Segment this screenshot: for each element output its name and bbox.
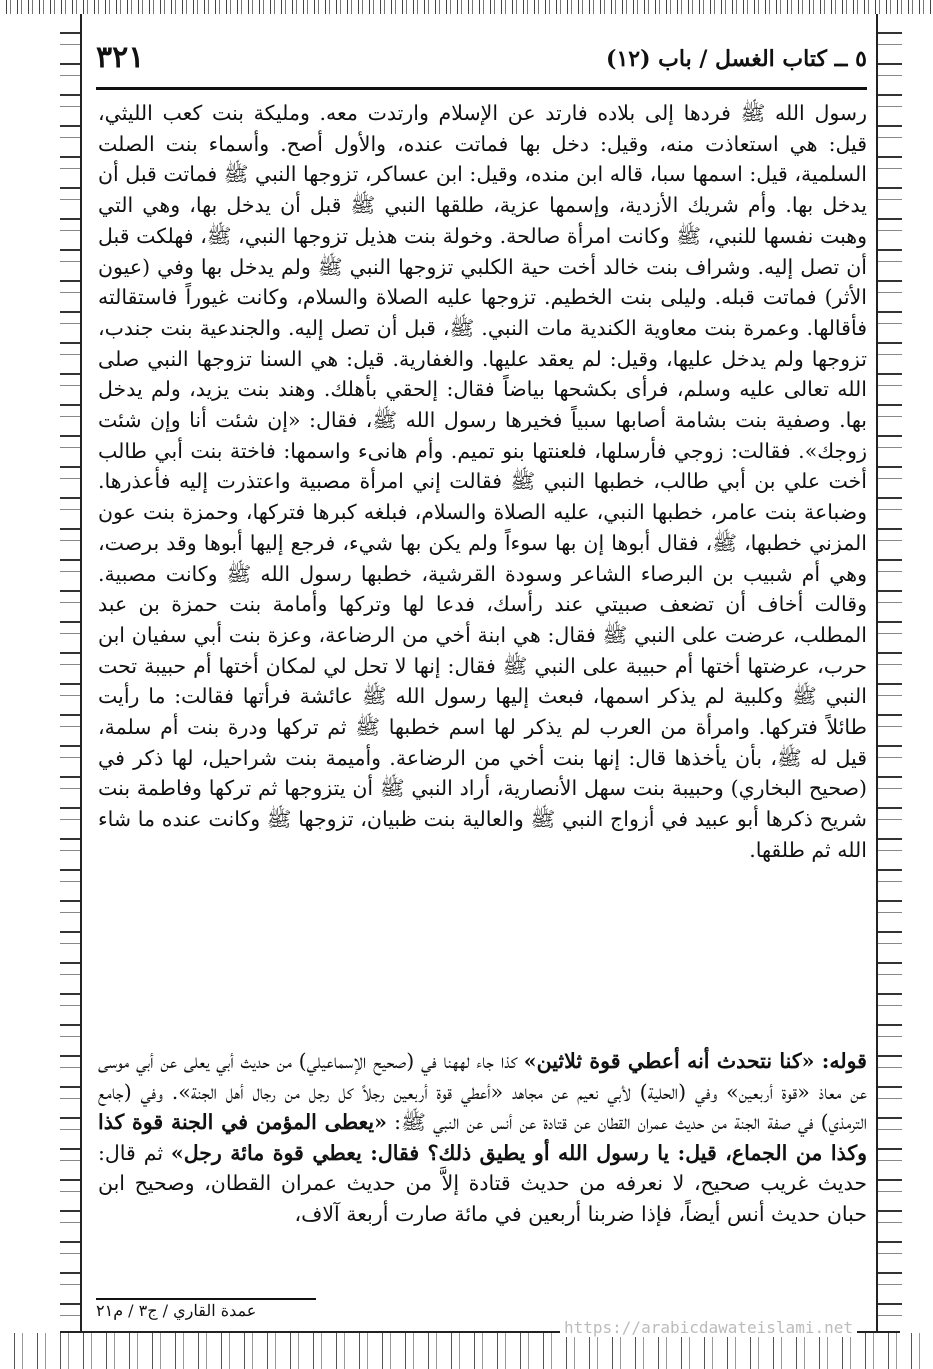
- commentary-section: [98, 1046, 867, 1291]
- page-number: ٣٢١: [96, 40, 145, 75]
- watermark-url: https://arabicdawateislami.net: [560, 1318, 857, 1337]
- page-border-right: [876, 14, 902, 1334]
- footer-rule: [96, 1298, 316, 1300]
- hadith-quote: «يعطى المؤمن في الجنة قوة كذا وكذا من الجماع، قيل: يا رسول الله أو يطيق ذلك؟ فقال: يعطي قوة مائة رجل»: [98, 1110, 868, 1165]
- footer-note: عمدة القاري / ج٣ / م٢١: [96, 1301, 257, 1320]
- commentary-paragraph: [98, 1046, 867, 1230]
- commentary-text-1: كذا جاء لههنا في (صحيح الإسماعيلي) من حديث أبي يعلى عن أبي موسى عن معاذ «قوة أربعين» وفي (الحلية) لأبي نعيم عن مجاهد «أعطي قوة أربعين رجلاً كل رجل من رجال أهل الجنة». وفي (جامع الترمذي) في صفة الجنة من حديث عمران القطان عن قتادة عن أنس عن النبي ﷺ:: [98, 1049, 867, 1135]
- main-paragraph: رسول الله ﷺ فردها إلى بلاده فارتد عن الإسلام وارتدت معه. ومليكة بنت كعب الليثي، قيل: هي استعاذت منه، وقيل: دخل بها فماتت عنده، والأول أصح. وأسماء بنت الصلت السلمية، قيل: اسمها سبا، قاله ابن منده، وقيل: ابن عساكر، تزوجها النبي ﷺ فماتت قبل أن يدخل بها. وأم شريك الأزدية، وإسمها عزية، طلقها النبي ﷺ قبل أن يدخل بها، وهي التي وهبت نفسها للنبي، ﷺ وكانت امرأة صالحة. وخولة بنت هذيل تزوجها النبي، ﷺ، فهلكت قبل أن تصل إليه. وشراف بنت خالد أخت حية الكلبي تزوجها النبي ﷺ ولم يدخل بها وفي (عيون الأثر) فماتت قبله. وليلى بنت الخطيم. تزوجها عليه الصلاة والسلام، وكانت غيوراً فاستقالته فأقالها. وعمرة بنت معاوية الكندية مات النبي. ﷺ، قبل أن تصل إليه. والجندعية بنت جندب، تزوجها ولم يدخل عليها، وقيل: لم يعقد عليها. والغفارية. قيل: هي السنا تزوجها النبي صلى الله تعالى عليه وسلم، فرأى بكشحها بياضاً فقال: إلحقي بأهلك. وهند بنت يزيد، ولم يدخل بها. وصفية بنت بشامة أصابها سبياً فخيرها رسول الله ﷺ، فقال: «إن شئت أنا وإن شئت زوجك». فقالت: زوجي فأرسلها، فلعنتها بنو تميم. وأم هانىء واسمها: فاختة بنت أبي طالب أخت علي بن أبي طالب، خطبها النبي ﷺ فقالت إني امرأة مصبية واعتذرت إليه فأعذرها. وضباعة بنت عامر، خطبها النبي، عليه الصلاة والسلام، فبلغه كبرها فتركها، وحمزة بنت عون المزني خطبها، ﷺ، فقال أبوها إن بها سوءاً ولم يكن بها شيء، فرجع إليها أبوها وقد برصت، وهي أم شبيب بن البرصاء الشاعر وسودة القرشية، خطبها رسول الله ﷺ وكانت مصبية. وقالت أخاف أن تضعف صبيتي عند رأسك، فدعا لها وتركها وأمامة بنت حمزة بن عبد المطلب، عرضت على النبي ﷺ فقال: هي ابنة أخي من الرضاعة، وعزة بنت أبي سفيان ابن حرب، عرضتها أختها أم حبيبة على النبي ﷺ فقال: إنها لا تحل لي لمكان أختها أم حبيبة تحت النبي ﷺ وكلبية لم يذكر اسمها، فبعث إليها رسول الله ﷺ عائشة فرأتها فقالت: ما رأيت طائلاً فتركها. وامرأة من العرب لم يذكر لها اسم خطبها ﷺ ثم تركها ودرة بنت أم سلمة، قيل له ﷺ، بأن يأخذها قال: إنها بنت أخي من الرضاعة. وأميمة بنت شراحيل، لها ذكر في (صحيح البخاري) وحبيبة بنت سهل الأنصارية، أراد النبي ﷺ أن يتزوجها ثم تركها وفاطمة بنت شريح ذكرها أبو عبيد في أزواج النبي ﷺ والعالية بنت ظبيان، تزوجها ﷺ وكانت عنده ما شاء الله ثم طلقها.: [98, 101, 868, 862]
- commentary-lead: قوله: «كنا نتحدث أنه أعطي قوة ثلاثين»: [523, 1049, 867, 1073]
- main-text: [98, 98, 867, 1023]
- header-rule: [96, 87, 867, 90]
- commentary-text-2: ثم قال: حديث غريب صحيح، لا نعرفه من حديث قتادة إلاَّ من حديث عمران القطان، وصحيح ابن حبان حديث أنس أيضاً، فإذا ضربنا أربعين في مائة صارت أربعة آلاف،: [98, 1140, 867, 1226]
- chapter-title: ٥ ــ كتاب الغسل / باب (١٢): [606, 46, 867, 72]
- page-border-left: [60, 14, 82, 1334]
- page-header: [96, 40, 867, 90]
- page-border-top: [0, 0, 933, 14]
- page-border-bottom: [0, 1333, 933, 1369]
